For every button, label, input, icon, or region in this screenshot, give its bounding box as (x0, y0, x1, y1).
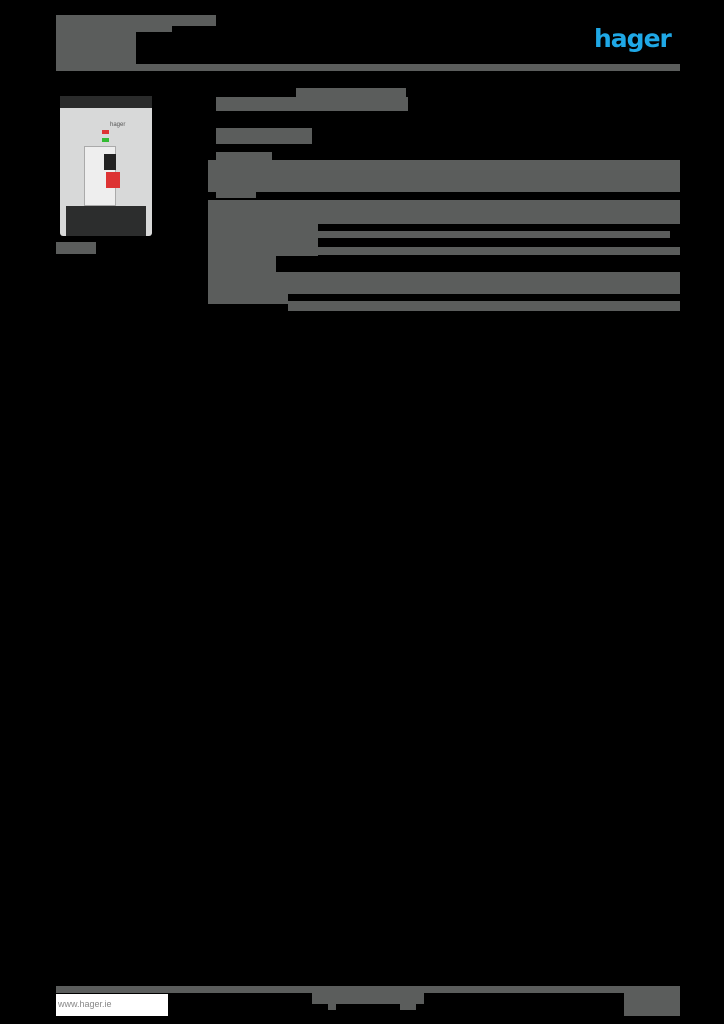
spec-row-1-label-tail (216, 190, 256, 198)
spec-row-1 (208, 160, 680, 192)
footer-center-block-c (400, 1002, 416, 1010)
page-heading (216, 97, 408, 111)
header-title-line-3 (56, 30, 136, 65)
footer-center-block-b (328, 1002, 336, 1010)
led-green-icon (102, 138, 109, 142)
product-caption (56, 242, 96, 254)
spec-row-2-line (318, 231, 670, 238)
spec-row-3-label-b (208, 292, 288, 304)
spec-row-3-line (288, 301, 680, 311)
spec-row-3 (208, 272, 680, 294)
spec-row-3-label (208, 255, 276, 273)
footer-url-link[interactable]: www.hager.ie (56, 994, 168, 1016)
header-rule (56, 64, 680, 71)
product-red-button-icon (106, 172, 120, 188)
page-subheading (216, 128, 312, 144)
footer-page-block (624, 992, 680, 1016)
product-image-bottom-terminals (66, 206, 146, 236)
hager-logo[interactable]: hager (594, 24, 671, 53)
product-image (60, 96, 152, 236)
product-image-top-clips (60, 96, 152, 108)
spec-row-2 (208, 200, 680, 224)
spec-row-2-line-b (302, 247, 680, 255)
product-switch-icon (104, 154, 116, 170)
product-brand-label: hager (110, 122, 126, 128)
led-red-icon (102, 130, 109, 134)
